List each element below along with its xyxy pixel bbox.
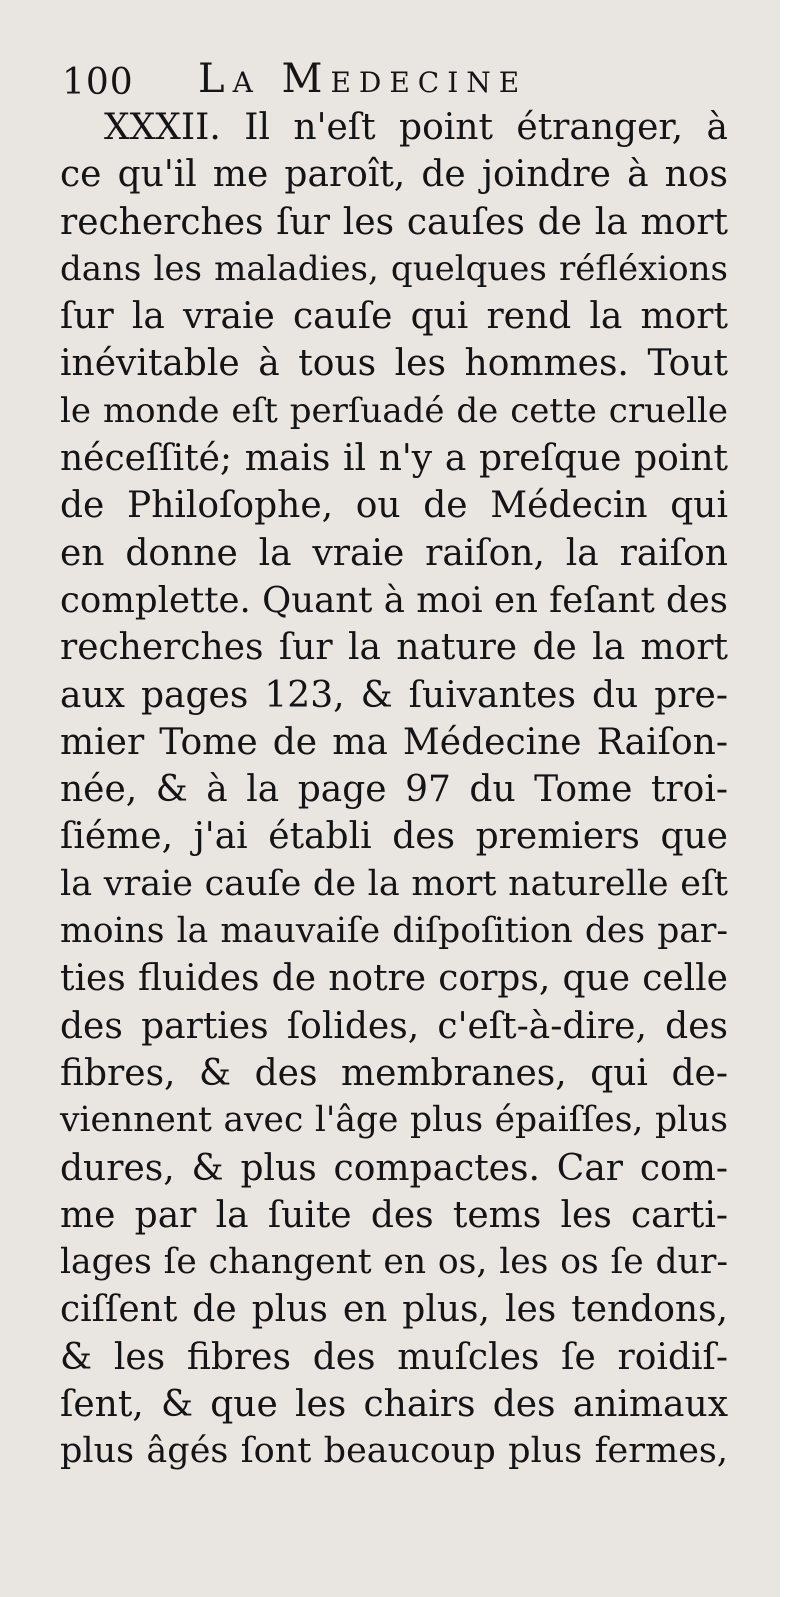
text-line: ſiéme, j'ai établi des premiers que	[60, 816, 728, 858]
text-line: dans les maladies, quelques réfléxions	[60, 248, 728, 289]
text-line: de Philoſophe, ou de Médecin qui	[60, 485, 728, 527]
text-line: plus âgés ſont beaucoup plus fermes,	[60, 1431, 728, 1472]
text-line: des parties ſolides, c'eſt-à-dire, des	[60, 1005, 728, 1047]
text-line: inévitable à tous les hommes. Tout	[60, 343, 728, 385]
text-line: mier Tome de ma Médecine Raiſon-	[60, 721, 728, 763]
text-line: moins la mauvaiſe diſpoſition des par-	[60, 911, 728, 952]
text-line: fibres, & des membranes, qui de-	[60, 1052, 728, 1094]
text-line: complette. Quant à moi en feſant des	[60, 579, 728, 621]
text-line: en donne la vraie raiſon, la raiſon	[60, 532, 728, 574]
text-line: XXXII. Il n'eſt point étranger, à	[104, 107, 728, 148]
text-line: ce qu'il me paroît, de joindre à nos	[60, 154, 728, 196]
text-line: viennent avec l'âge plus épaiſſes, plus	[60, 1100, 728, 1141]
text-line: ties fluides de notre corps, que celle	[60, 958, 728, 1000]
text-line: ciſſent de plus en plus, les tendons,	[60, 1289, 728, 1331]
text-line: dures, & plus compactes. Car com-	[60, 1147, 728, 1189]
text-line: la vraie cauſe de la mort naturelle eſt	[60, 863, 728, 904]
text-line: recherches ſur la nature de la mort	[60, 627, 728, 669]
text-line: ſent, & que les chairs des animaux	[60, 1384, 728, 1426]
text-line: néceſſité; mais il n'y a preſque point	[60, 438, 728, 480]
text-line: & les fibres des muſcles ſe roidiſ-	[60, 1336, 728, 1378]
body-text	[60, 104, 728, 1476]
text-line: recherches ſur les cauſes de la mort	[60, 201, 728, 243]
running-title: La Medecine	[198, 56, 528, 102]
page-number: 100	[62, 62, 134, 103]
running-head	[62, 52, 742, 102]
text-line: née, & à la page 97 du Tome troi-	[60, 769, 728, 811]
text-line: lages ſe changent en os, les os ſe dur-	[60, 1242, 728, 1283]
text-line: ſur la vraie cauſe qui rend la mort	[60, 296, 728, 338]
text-line: me par la ſuite des tems les carti-	[60, 1194, 728, 1236]
text-line: aux pages 123, & ſuivantes du pre-	[60, 674, 728, 716]
text-line: le monde eſt perſuadé de cette cruelle	[60, 390, 728, 431]
page-edge	[780, 0, 800, 1597]
